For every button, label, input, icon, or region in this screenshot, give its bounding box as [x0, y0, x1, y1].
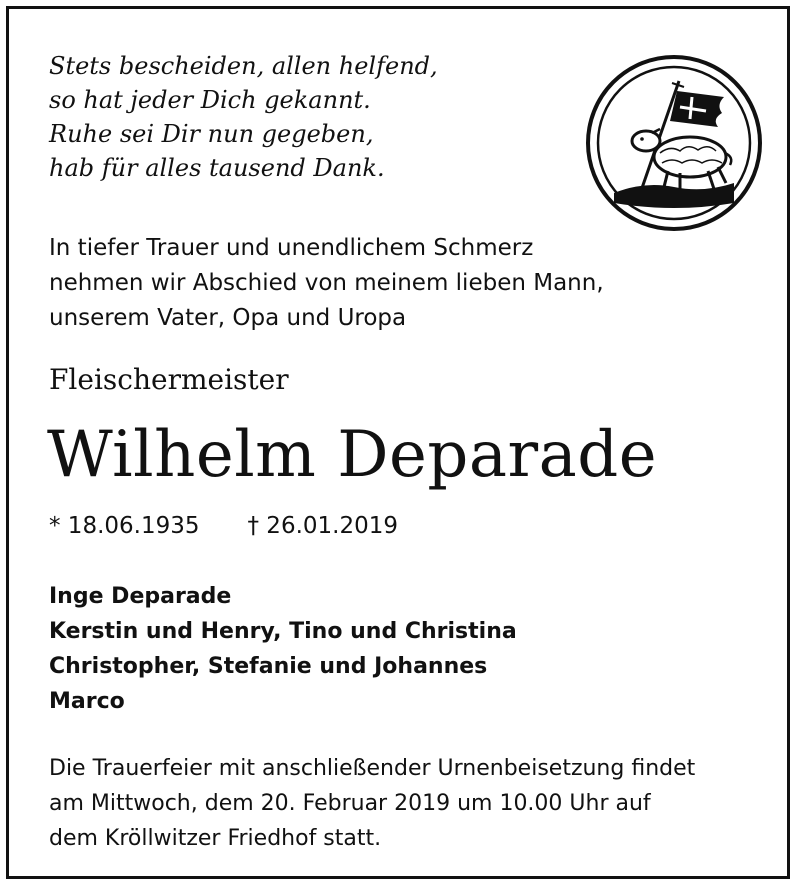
mourner-line: Inge Deparade	[49, 584, 232, 609]
deceased-name: Wilhelm Deparade	[47, 418, 658, 492]
memorial-poem	[49, 49, 438, 185]
intro-text	[49, 231, 604, 336]
service-line: am Mittwoch, dem 20. Februar 2019 um 10.00 Uhr auf	[49, 791, 651, 816]
intro-line: In tiefer Trauer und unendlichem Schmerz	[49, 235, 534, 261]
poem-line: hab für alles tausend Dank.	[49, 154, 385, 182]
poem-line: Stets bescheiden, allen helfend,	[49, 52, 438, 80]
lamb-of-god-icon	[584, 53, 764, 233]
funeral-service-info	[49, 751, 695, 856]
intro-line: unserem Vater, Opa und Uropa	[49, 305, 407, 331]
poem-line: Ruhe sei Dir nun gegeben,	[49, 120, 374, 148]
birth-date: * 18.06.1935	[49, 513, 200, 539]
poem-line: so hat jeder Dich gekannt.	[49, 86, 371, 114]
mourner-line: Marco	[49, 689, 125, 714]
deceased-profession: Fleischermeister	[49, 363, 289, 396]
intro-line: nehmen wir Abschied von meinem lieben Mann,	[49, 270, 604, 296]
mourner-line: Kerstin und Henry, Tino und Christina	[49, 619, 517, 644]
service-line: Die Trauerfeier mit anschließender Urnenbeisetzung findet	[49, 756, 696, 781]
service-line: dem Kröllwitzer Friedhof statt.	[49, 826, 382, 851]
life-dates	[49, 513, 398, 539]
mourners-list	[49, 579, 517, 719]
death-date: † 26.01.2019	[247, 513, 398, 539]
mourner-line: Christopher, Stefanie und Johannes	[49, 654, 488, 679]
obituary-frame	[6, 6, 790, 879]
